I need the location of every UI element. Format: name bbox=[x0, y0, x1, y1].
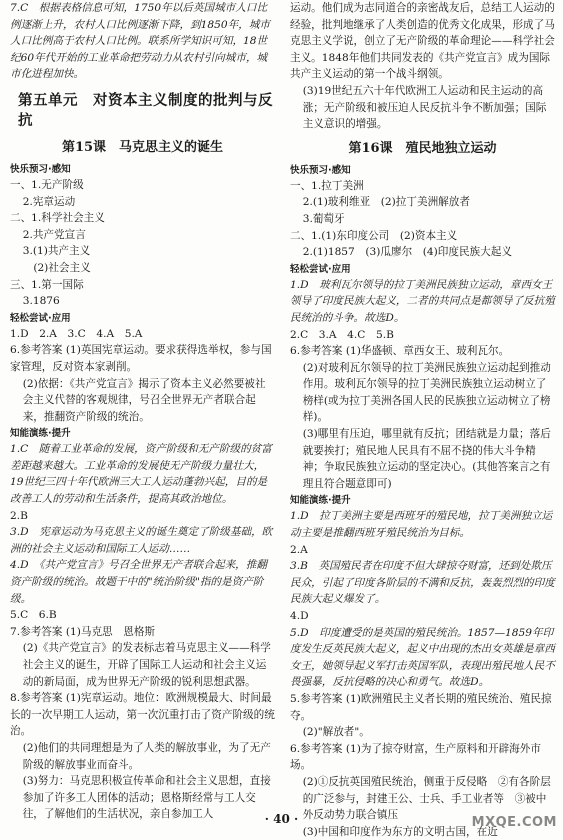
left-line: 7.C 根据表格信息可知，1750年以后英国城市人口比例逐渐上升，农村人口比例逐渐下降，到1850年，城市人口比例高于农村人口比例。联系所学知识可知，18世纪60年代开始的工业革命把劳动力从农村引向城市，城市化进程加快。 bbox=[10, 2, 271, 81]
right-line: 3.葡萄牙 bbox=[302, 212, 345, 225]
left-line: 2.B bbox=[10, 509, 28, 522]
left-line: (2)社会主义 bbox=[33, 261, 91, 274]
right-line: (3)中国和印度作为东方的文明古国，在近 bbox=[302, 825, 498, 838]
left-line: 7.参考答案 (1)马克思 恩格斯 bbox=[10, 625, 156, 638]
left-line: 3.1876 bbox=[22, 295, 60, 308]
right-line: 1.D 玻利瓦尔领导的拉丁美洲民族独立运动，章西女王领导了印度民族大起义，二者的共同点是都领导了反抗殖民统治的斗争。故选D。 bbox=[290, 278, 555, 324]
right-line: 5.参考答案 (1)欧洲殖民主义者长期的殖民统治、殖民掠夺。 bbox=[290, 692, 552, 722]
right-line: (2)①反抗英国殖民统治，侧重于反侵略 ②有各阶层的广泛参与，封建王公、士兵、手工业者等 ③被中外反动势力联合镇压 bbox=[302, 775, 551, 822]
left-line: (2)依据：《共产党宣言》揭示了资本主义必然要被社会主义代替的客观规律，号召全世界无产者联合起来，推翻资产阶级的统治。 bbox=[22, 377, 266, 423]
left-line: 知能演练·提升 bbox=[10, 428, 71, 440]
left-line: (2)他们的共同理想是为了人类的解放事业，为了无产阶级的解放事业而奋斗。 bbox=[22, 741, 271, 771]
right-line: (2)"解放者"。 bbox=[302, 726, 370, 739]
left-column bbox=[10, 0, 275, 823]
left-line: 1.C 随着工业革命的发展，资产阶级和无产阶级的贫富差距越来越大。工业革命的发展使无产阶级力量壮大，19世纪三四十年代欧洲三大工人运动蓬勃兴起，目的是改善工人的劳动和生活条件，提高其政治地位。 bbox=[10, 443, 272, 506]
left-line: 8.参考答案 (1)宪章运动。地位：欧洲规模最大、时间最长的一次早期工人运动，第一次沉重打击了资产阶级的统治。 bbox=[10, 692, 275, 738]
left-line: 三、1.第一国际 bbox=[10, 278, 84, 291]
right-line: (3)哪里有压迫，哪里就有反抗；团结就是力量；落后就要挨打；殖民地人民具有不屈不挠的伟大斗争精神；争取民族独立运动的坚定决心。(其他答案言之有理且符合题意即可) bbox=[302, 428, 551, 490]
left-line: 二、1.科学社会主义 bbox=[10, 212, 105, 225]
right-line: 2.C 3.A 4.C 5.B bbox=[290, 328, 394, 341]
right-line: (2)对玻利瓦尔领导的拉丁美洲民族独立运动起到推动作用。玻利瓦尔领导的拉丁美洲民族独立运动树立了榜样(或为拉丁美洲各国人民的民族独立运动树立了榜样)。 bbox=[302, 361, 551, 424]
right-line: 二、1.(1)东印度公司 (2)资本主义 bbox=[290, 229, 458, 242]
right-line: 快乐预习·感知 bbox=[290, 164, 351, 176]
right-line: 5.D 印度遭受的是英国的殖民统治。1857—1859年印度发生反英民族大起义，起义中出现的杰出女英雄是章西女王，她领导起义军打击英国军队，表现出殖民地人民不畏强暴，反抗侵略的决心和勇气。故选D。 bbox=[290, 626, 555, 689]
right-line: 2.A bbox=[290, 543, 308, 556]
right-line: 一、1.拉丁美洲 bbox=[290, 179, 364, 192]
left-line: 2.共产党宣言 bbox=[22, 228, 86, 241]
right-line: 第16课 殖民地独立运动 bbox=[348, 140, 497, 156]
left-line: 快乐预习·感知 bbox=[10, 163, 71, 175]
right-line: 6.参考答案 (1)为了掠夺财富，生产原料和开辟海外市场。 bbox=[290, 742, 541, 772]
left-line: 轻松尝试·应用 bbox=[10, 312, 71, 324]
right-line: 1.D 拉丁美洲主要是西班牙的殖民地，拉丁美洲独立运动主要是推翻西班牙殖民统治为目标。 bbox=[290, 510, 553, 540]
right-line: 6.参考答案 (1)华盛顿、章西女王、玻利瓦尔。 bbox=[290, 345, 510, 358]
left-line: 一、1.无产阶级 bbox=[10, 178, 84, 191]
left-line: 4.D 《共产党宣言》号召全世界无产者联合起来，推翻资产阶级的统治。故题干中的"统治阶级"指的是资产阶级。 bbox=[10, 559, 267, 605]
right-line: 2.(1)玻利维亚 (2)拉丁美洲解放者 bbox=[302, 196, 470, 209]
left-line: 1.D 2.A 3.C 4.A 5.A bbox=[10, 327, 143, 340]
right-column bbox=[290, 0, 555, 840]
left-line: 第五单元 对资本主义制度的批判与反抗 bbox=[18, 91, 273, 129]
left-line: 5.C 6.B bbox=[10, 609, 57, 622]
right-line: 轻松尝试·应用 bbox=[290, 263, 351, 275]
left-line: 2.宪章运动 bbox=[22, 195, 76, 208]
left-line: 3.D 宪章运动为马克思主义的诞生奠定了阶级基础，欧洲的社会主义运动和国际工人运动…… bbox=[10, 526, 273, 555]
right-line: 4.D bbox=[290, 610, 309, 622]
right-line: 2.(1)1857 (3)瓜廖尔 (4)印度民族大起义 bbox=[302, 246, 512, 259]
right-line: 3.B 英国殖民者在印度不但大肆掠夺财富，还到处欺压民众，引起了印度各阶层的不满和反抗，轰轰烈烈的印度民族大起义爆发了。 bbox=[290, 560, 555, 606]
page-number: · 40 · bbox=[264, 812, 299, 826]
right-line: 知能演练·提升 bbox=[290, 495, 351, 507]
left-line: 6.参考答案 (1)英国宪章运动。要求获得选举权，参与国家管理，反对资本家剥削。 bbox=[10, 344, 272, 373]
right-line: 运动。他们成为志同道合的亲密战友后，总结工人运动的经验，批判地继承了人类创造的优秀文化成果，形成了马克思主义学说，创立了无产阶级的革命理论——科学社会主义。1848年他们共同发表的《共产党宣言》成为国际共产主义运动的第一个战斗纲领。 bbox=[290, 2, 555, 81]
left-line: (2)《共产党宣言》的发表标志着马克思主义——科学社会主义的诞生，开辟了国际工人运动和社会主义运动的新局面，成为世界无产阶级的锐利思想武器。 bbox=[22, 642, 271, 688]
left-line: 3.(1)共产主义 bbox=[22, 245, 91, 258]
watermark: MXQE.COM bbox=[471, 815, 557, 830]
left-line: (3)努力：马克思积极宣传革命和社会主义思想，直接参加了许多工人团体的活动；恩格斯经常与工人交往，了解他们的生活状况，亲自参加工人 bbox=[22, 775, 271, 821]
left-line: 第15课 马克思主义的诞生 bbox=[61, 139, 224, 155]
right-line: (3)19世纪五六十年代欧洲工人运动和民主运动的高涨；无产阶级和被压迫人民反抗斗争不断加强；国际主义意识的增强。 bbox=[302, 84, 547, 131]
